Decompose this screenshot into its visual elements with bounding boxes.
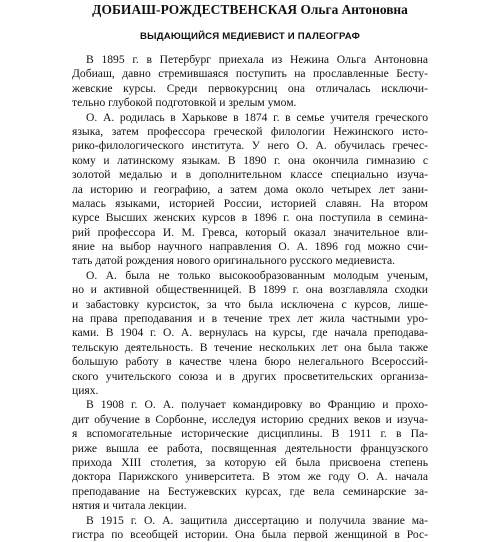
- text-line: тельно глубокой подготовкой и зрелым умом.: [72, 96, 297, 110]
- title-surname: ДОБИАШ-РОЖДЕСТВЕНСКАЯ: [92, 2, 298, 17]
- text-line: рико-филологического института. У него О. А. обучилась гречес-: [72, 139, 428, 153]
- text-line: и забастовку курсисток, за что была исключена с курсов, лише-: [72, 297, 428, 311]
- text-line: тать датой рождения нового оригинального русского медиевиста.: [72, 254, 396, 268]
- text-line: риже вышла ее работа, посвященная деятельности французского: [72, 441, 428, 455]
- text-line: В 1908 г. О. А. получает командировку во Францию и прохо-: [86, 398, 428, 412]
- text-line: гистра по всеобщей истории. Она была первой женщиной в Рос-: [72, 527, 428, 541]
- text-line: рий профессора И. М. Гревса, который оказал значительное вли-: [72, 225, 428, 239]
- text-line: языка, затем профессора греческой филологии Нежинского исто-: [72, 124, 428, 138]
- text-line: на права преподавания и в течение трех лет жила частными уро-: [72, 312, 428, 326]
- text-line: большую работу в качестве члена бюро нелегального Всероссий-: [72, 355, 428, 369]
- article-body: [72, 53, 428, 542]
- text-line: прихода XIII столетия, за которую ей была присвоена степень: [72, 455, 428, 469]
- text-line: О. А. была не только высокообразованным молодым ученым,: [86, 268, 428, 282]
- text-line: В 1915 г. О. А. защитила диссертацию и получила звание ма-: [86, 513, 428, 527]
- article-subtitle: ВЫДАЮЩИЙСЯ МЕДИЕВИСТ И ПАЛЕОГРАФ: [140, 31, 360, 42]
- text-line: кому и латинскому языкам. В 1890 г. она окончила гимназию с: [72, 153, 428, 167]
- text-line: но и активной общественницей. В 1899 г. она возглавляла сходки: [72, 283, 428, 297]
- article-title: [0, 2, 500, 18]
- text-line: ла историю и географию, а затем дома около четырех лет зани-: [72, 182, 428, 196]
- text-line: нятия и читала лекции.: [72, 499, 187, 513]
- text-line: жевские курсы. Среди первокурсниц она отличалась исключи-: [72, 81, 428, 95]
- text-line: ками. В 1904 г. О. А. вернулась на курсы, где начала преподава-: [72, 326, 428, 340]
- text-line: тельскую деятельность. В течение нескольких лет она была также: [72, 340, 428, 354]
- text-line: О. А. родилась в Харькове в 1874 г. в семье учителя греческого: [86, 110, 428, 124]
- text-line: малась языками, историей России, историей славян. На втором: [72, 196, 428, 210]
- text-line: дит обучение в Сорбонне, исследуя историю средних веков и изуча-: [72, 412, 428, 426]
- text-line: я вспомогательные исторические дисциплины. В 1911 г. в Па-: [72, 427, 428, 441]
- title-given-names: Ольга Антоновна: [300, 2, 408, 17]
- text-line: золотой медалью и в дополнительном классе специально изуча-: [72, 168, 428, 182]
- text-line: курсе Высших женских курсов в 1896 г. она поступила в семина-: [72, 211, 428, 225]
- text-line: доктора Парижского университета. В этом же году О. А. начала: [72, 470, 428, 484]
- text-line: Добиаш, давно стремившаяся поступить на прославленные Бесту-: [72, 67, 428, 81]
- text-line: циях.: [72, 383, 99, 397]
- text-line: преподавание на Бестужевских курсах, где вела семинарские за-: [72, 484, 428, 498]
- text-line: ского учительского союза и в других просветительских организа-: [72, 369, 428, 383]
- text-line: В 1895 г. в Петербург приехала из Нежина Ольга Антоновна: [86, 53, 428, 66]
- text-line: яние на выбор научного направления О. А. 1896 год можно счи-: [72, 240, 428, 254]
